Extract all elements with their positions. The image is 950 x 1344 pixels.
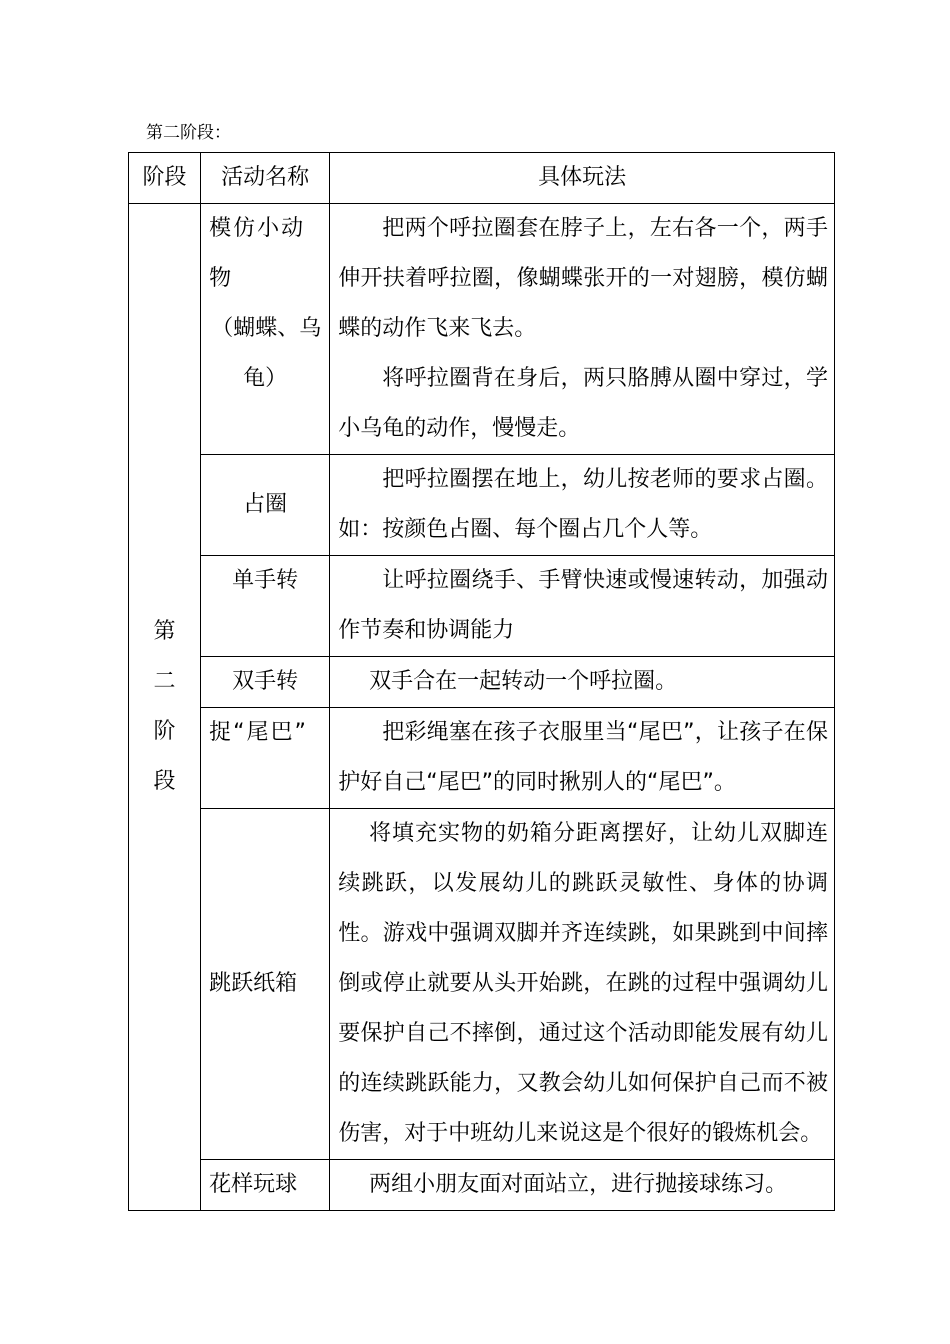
table-row [129, 556, 835, 657]
activity-name [201, 809, 330, 1160]
section-heading: 第二阶段： [146, 123, 231, 143]
description-paragraph: 两组小朋友面对面站立，进行抛接球练习。 [369, 1172, 788, 1197]
description-paragraph: 让呼拉圈绕手、手臂快速或慢速转动，加强动作节奏和协调能力 [338, 568, 828, 643]
header-gameplay: 具体玩法 [330, 153, 835, 204]
activity-name-line: （蝴蝶、乌 [211, 316, 322, 341]
table-row [129, 809, 835, 1160]
description-paragraph: 将呼拉圈背在身后，两只胳膊从圈中穿过，学小乌龟的动作，慢慢走。 [338, 366, 828, 441]
description-paragraph: 双手合在一起转动一个呼拉圈。 [369, 669, 678, 694]
table-row [129, 1160, 835, 1211]
activity-name-line: 跳跃纸箱 [209, 971, 298, 996]
table-header-row [129, 153, 835, 204]
stage-char: 二 [153, 669, 176, 694]
activity-name [201, 1160, 330, 1211]
activity-description [330, 204, 835, 455]
activity-name-line: 花样玩球 [209, 1172, 298, 1197]
activity-description [330, 556, 835, 657]
activity-name [201, 556, 330, 657]
header-stage: 阶段 [129, 153, 201, 204]
activity-description [330, 809, 835, 1160]
activity-name-line: 模仿小动 [209, 216, 306, 241]
activity-name-line: 龟） [243, 366, 288, 391]
header-activity-name: 活动名称 [201, 153, 330, 204]
stage-cell [129, 204, 201, 1211]
activity-name-line: 物 [209, 266, 232, 291]
activity-name-line: 双手转 [232, 669, 299, 694]
description-paragraph: 把呼拉圈摆在地上，幼儿按老师的要求占圈。如：按颜色占圈、每个圈占几个人等。 [338, 467, 828, 542]
stage-char: 段 [153, 769, 176, 794]
description-paragraph: 把彩绳塞在孩子衣服里当“尾巴”，让孩子在保护好自己“尾巴”的同时揪别人的“尾巴”。 [338, 720, 828, 795]
stage-char: 阶 [153, 719, 176, 744]
activity-name [201, 455, 330, 556]
activity-table [128, 152, 835, 1211]
activity-name [201, 204, 330, 455]
activity-name-line: 单手转 [232, 568, 299, 593]
table-row [129, 657, 835, 708]
table-row [129, 204, 835, 455]
activity-description [330, 455, 835, 556]
description-paragraph: 把两个呼拉圈套在脖子上，左右各一个，两手伸开扶着呼拉圈，像蝴蝶张开的一对翅膀，模仿蝴蝶的动作飞来飞去。 [338, 216, 828, 341]
activity-name-line: 捉“尾巴” [209, 720, 308, 745]
stage-char: 第 [153, 619, 176, 644]
description-paragraph: 将填充实物的奶箱分距离摆好，让幼儿双脚连续跳跃，以发展幼儿的跳跃灵敏性、身体的协调性。游戏中强调双脚并齐连续跳，如果跳到中间摔倒或停止就要从头开始跳，在跳的过程中强调幼儿要保护自己不摔倒，通过这个活动即能发展有幼儿的连续跳跃能力，又教会幼儿如何保护自己而不被伤害，对于中班幼儿来说这是个很好的锻炼机会。 [338, 821, 828, 1146]
activity-description [330, 708, 835, 809]
activity-name [201, 657, 330, 708]
activity-name [201, 708, 330, 809]
table-row [129, 455, 835, 556]
table-row [129, 708, 835, 809]
activity-name-line: 占圈 [243, 492, 288, 517]
activity-description [330, 1160, 835, 1211]
activity-description [330, 657, 835, 708]
